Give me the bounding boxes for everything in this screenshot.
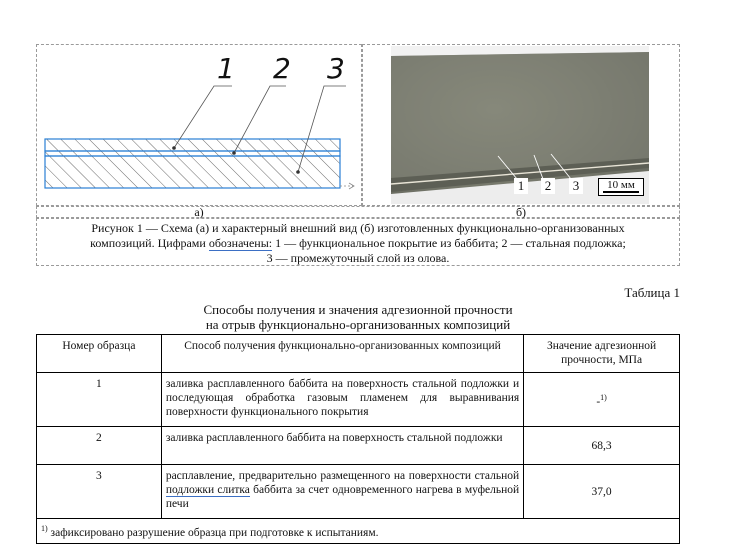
footnote-marker: 1) [600, 392, 607, 402]
method-text-end: баббита за счет одновременного нагрева в муфельной печи [165, 484, 520, 510]
table-row [37, 465, 680, 519]
table-title-line-1: Способы получения и значения адгезионной прочности [203, 302, 513, 317]
scheme-label-1: 1 [217, 52, 235, 85]
photo-label-2: 2 [541, 178, 555, 194]
subfigure-label-a: а) [194, 205, 204, 219]
table-footnote-row [37, 519, 680, 544]
footnote-sup: 1) [41, 524, 48, 533]
figure-caption [40, 221, 676, 266]
header-sample-number: Номер образца [37, 335, 162, 373]
scale-bar [598, 178, 644, 196]
header-strength: Значение адгезионной прочности, МПа [524, 335, 680, 373]
footnote-text: зафиксировано разрушение образца при подготовке к испытаниям. [47, 526, 379, 539]
caption-line-3: 3 — промежуточный слой из олова. [266, 251, 450, 265]
cell-sample-number: 3 [37, 465, 162, 519]
cell-sample-number: 2 [37, 427, 162, 465]
cell-strength [524, 373, 680, 427]
scale-bar-line [603, 191, 639, 193]
subfigure-label-b: б) [515, 205, 527, 219]
caption-line-1: Рисунок 1 — Схема (а) и характерный внешний вид (б) изготовленных функционально-организованных [91, 221, 625, 235]
caption-underlined-word: обозначены: [208, 236, 273, 250]
cell-sample-number: 1 [37, 373, 162, 427]
photo-label-1: 1 [514, 178, 528, 194]
scheme-label-2: 2 [273, 52, 291, 85]
table-title [36, 302, 680, 332]
caption-line-2 [40, 236, 676, 251]
table-header-row [37, 335, 680, 373]
strength-value: - [596, 395, 601, 408]
table-number: Таблица 1 [624, 285, 680, 300]
caption-line-2-end: 1 — функциональное покрытие из баббита; 2 — стальная подложка; [272, 236, 626, 250]
cell-strength: 68,3 [524, 427, 680, 465]
caption-line-2-start: композиций. Цифрами [90, 236, 209, 250]
table-row [37, 373, 680, 427]
table-footnote [37, 519, 680, 544]
scale-bar-label: 10 мм [607, 179, 635, 191]
cell-strength: 37,0 [524, 465, 680, 519]
table-row [37, 427, 680, 465]
cell-method [161, 465, 523, 519]
table-title-line-2: на отрыв функционально-организованных композиций [205, 317, 511, 332]
scheme-label-3: 3 [327, 52, 345, 85]
cell-method: заливка расплавленного баббита на поверхность стальной подложки и последующая обработка газовым пламенем для выравнивания поверхности функционального покрытия [161, 373, 523, 427]
photo-label-3: 3 [569, 178, 583, 194]
layer-scheme-diagram [36, 44, 362, 206]
adhesion-table [36, 334, 680, 544]
header-method: Способ получения функционально-организованных композиций [161, 335, 523, 373]
cell-method: заливка расплавленного баббита на поверхность стальной подложки [161, 427, 523, 465]
method-text-start: расплавление, предварительно размещенного на поверхности стальной [165, 470, 520, 482]
method-underlined-text: подложки слитка [165, 484, 250, 496]
